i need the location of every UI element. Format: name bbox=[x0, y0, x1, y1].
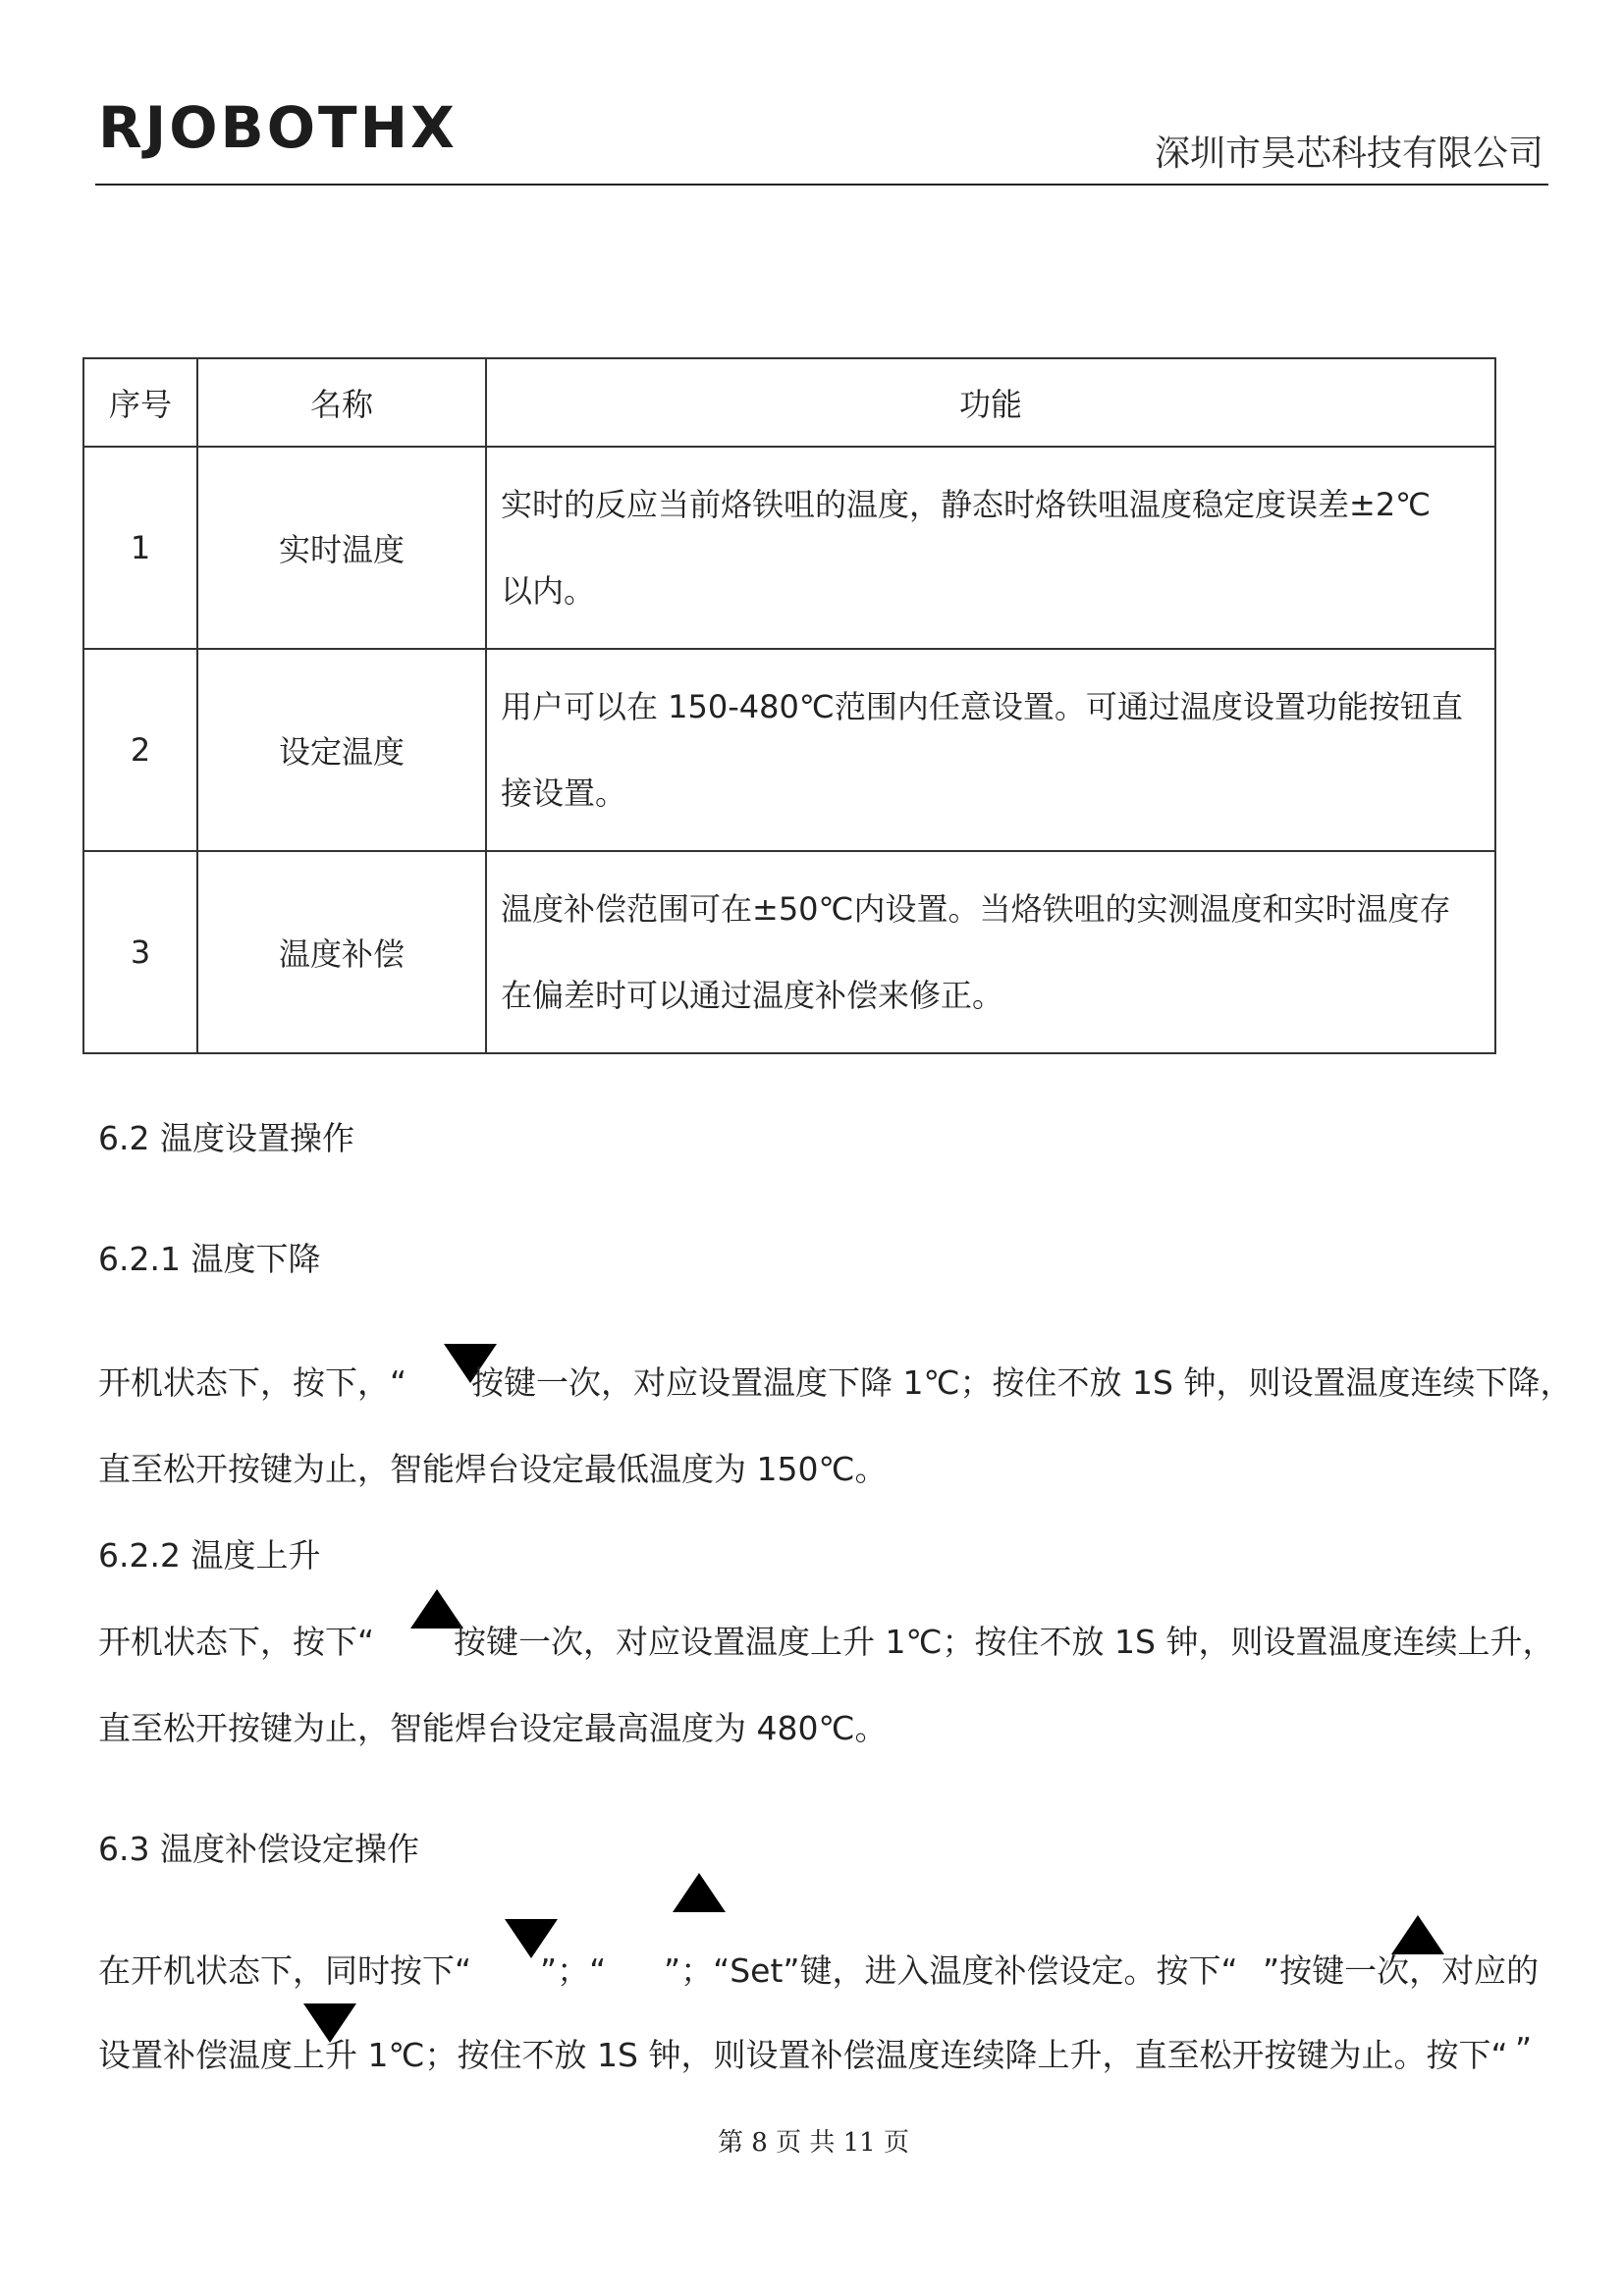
paragraph-compensation-line2-end: ” bbox=[1515, 2030, 1533, 2068]
table-row bbox=[83, 851, 1495, 1053]
row-function-line: 以内。 bbox=[501, 572, 596, 610]
section-heading-6-2: 6.2 温度设置操作 bbox=[98, 1119, 354, 1157]
row-function bbox=[486, 447, 1495, 649]
section-heading-6-3: 6.3 温度补偿设定操作 bbox=[98, 1830, 419, 1868]
table-header-cell: 序号 bbox=[83, 358, 197, 447]
paragraph-temp-down-line2: 直至松开按键为止，智能焊台设定最低温度为 150℃。 bbox=[98, 1450, 888, 1488]
paragraph-compensation-part2: ”；“ bbox=[540, 1951, 607, 1990]
row-name: 设定温度 bbox=[197, 649, 486, 851]
table-header-cell: 名称 bbox=[197, 358, 486, 447]
row-function bbox=[486, 851, 1495, 1053]
table-row bbox=[83, 649, 1495, 851]
row-number: 3 bbox=[83, 851, 197, 1053]
table-row bbox=[83, 447, 1495, 649]
table-header-cell: 功能 bbox=[486, 358, 1495, 447]
down-triangle-icon bbox=[303, 2003, 356, 2043]
paragraph-temp-down-part2: 按键一次，对应设置温度下降 1℃；按住不放 1S 钟，则设置温度连续下降， bbox=[471, 1363, 1573, 1402]
company-logo: RJOBOTHX bbox=[98, 94, 458, 161]
header-divider bbox=[95, 184, 1548, 186]
section-heading-6-2-1: 6.2.1 温度下降 bbox=[98, 1240, 321, 1278]
paragraph-compensation-part3: ”；“Set”键，进入温度补偿设定。按下“ bbox=[664, 1951, 1238, 1990]
page-number-footer: 第 8 页 共 11 页 bbox=[718, 2128, 909, 2158]
paragraph-temp-up-line2: 直至松开按键为止，智能焊台设定最高温度为 480℃。 bbox=[98, 1709, 888, 1747]
table-header-row bbox=[83, 358, 1495, 447]
paragraph-compensation-line2: 设置补偿温度上升 1℃；按住不放 1S 钟，则设置补偿温度连续降上升，直至松开按键为止。按下“ bbox=[98, 2036, 1508, 2074]
paragraph-temp-down-part1: 开机状态下，按下，“ bbox=[98, 1363, 407, 1402]
paragraph-temp-up-part2: 按键一次，对应设置温度上升 1℃；按住不放 1S 钟，则设置温度连续上升， bbox=[454, 1623, 1555, 1661]
row-function-line: 接设置。 bbox=[501, 774, 627, 812]
row-number: 1 bbox=[83, 447, 197, 649]
section-heading-6-2-2: 6.2.2 温度上升 bbox=[98, 1536, 321, 1575]
row-function bbox=[486, 649, 1495, 851]
row-name: 温度补偿 bbox=[197, 851, 486, 1053]
row-function-line: 实时的反应当前烙铁咀的温度，静态时烙铁咀温度稳定度误差±2℃ bbox=[501, 486, 1432, 523]
function-table bbox=[82, 357, 1496, 1054]
row-name: 实时温度 bbox=[197, 447, 486, 649]
paragraph-temp-up-part1: 开机状态下，按下“ bbox=[98, 1623, 375, 1661]
row-number: 2 bbox=[83, 649, 197, 851]
company-name: 深圳市昊芯科技有限公司 bbox=[1154, 133, 1543, 174]
row-function-line: 用户可以在 150-480℃范围内任意设置。可通过温度设置功能按钮直 bbox=[501, 688, 1463, 725]
paragraph-compensation-part1: 在开机状态下，同时按下“ bbox=[98, 1951, 472, 1990]
paragraph-compensation-part4: ”按键一次，对应的 bbox=[1263, 1951, 1540, 1990]
row-function-line: 在偏差时可以通过温度补偿来修正。 bbox=[501, 977, 1004, 1014]
row-function-line: 温度补偿范围可在±50℃内设置。当烙铁咀的实测温度和实时温度存 bbox=[501, 890, 1451, 928]
up-triangle-icon bbox=[673, 1873, 726, 1912]
